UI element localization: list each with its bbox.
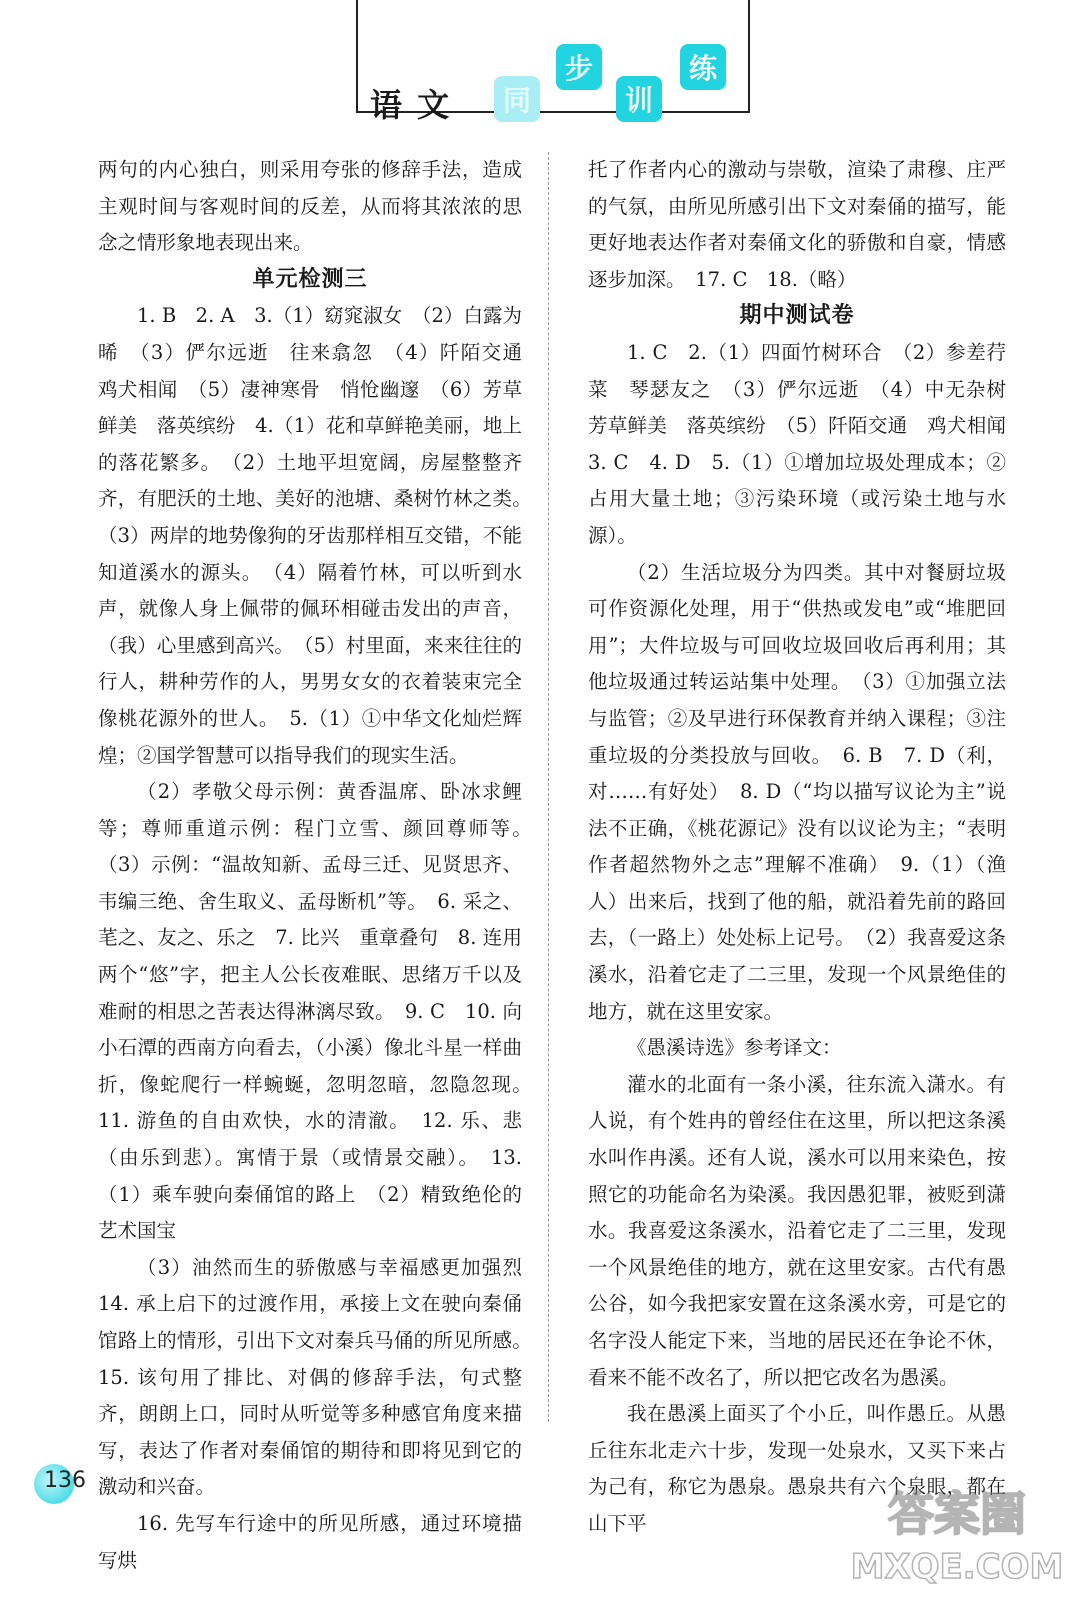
right-para-3: （2）生活垃圾分为四类。其中对餐厨垃圾可作资源化处理，用于“供热或发电”或“堆肥回用”；大件垃圾与可回收垃圾回收后再利用；其他垃圾通过转运站集中处理。 （3）①加强立法与监管；②及早进行环保教育并纳入课程；③注重垃圾的分类投放与回收。 6. B 7. D（利，对……有好处） 8. D（“均以描写议论为主”说法不正确，《桃花源记》没有以议论为主；“表明作者超然物外之志”理解不准确） 9.（1）（渔人）出来后，找到了他的船，就沿着先前的路回去，（一路上）处处标上记号。 （2）我喜爱这条溪水，沿着它走了二三里，发现一个风景绝佳的地方，就在这里安家。 [588, 560, 1006, 1023]
left-para-5: 16. 先写车行途中的所见所感，通过环境描写烘 [98, 1511, 522, 1572]
header-rule-left [356, 0, 358, 112]
left-para-4: （3）油然而生的骄傲感与幸福感更加强烈 14. 承上启下的过渡作用，承接上文在驶向秦俑馆路上的情形，引出下文对秦兵马俑的所见所感。 15. 该句用了排比、对偶的修辞手法，句式整齐，朗朗上口，同时从听觉等多种感官角度来描写，表达了作者对秦俑馆的期待和即将见到它的激动和兴奋。 [98, 1255, 542, 1499]
right-column [588, 152, 1026, 1543]
page-number-badge [28, 1462, 98, 1506]
left-column [98, 152, 542, 1579]
banner-tile-bu: 步 [556, 44, 602, 90]
section-heading-midterm: 期中测试卷 [739, 303, 855, 329]
banner-tile-lian: 练 [680, 44, 726, 90]
column-divider [548, 152, 550, 1422]
banner-tile-xun: 训 [616, 76, 662, 122]
right-para-1: 托了作者内心的激动与崇敬，渲染了肃穆、庄严的气氛，由所见所感引出下文对秦俑的描写，能更好地表达作者对秦俑文化的骄傲和自豪，情感逐步加深。 17. C 18.（略） [588, 158, 1006, 291]
left-para-2: 1. B 2. A 3.（1）窈窕淑女 （2）白露为晞 （3）俨尔远逝 往来翕忽 （4）阡陌交通 鸡犬相闻 （5）凄神寒骨 悄怆幽邃 （6）芳草鲜美 落英缤纷 4.（1）花和草鲜艳美丽，地上的落花繁多。 （2）土地平坦宽阔，房屋整整齐齐，有肥沃的土地、美好的池塘、桑树竹林之类。 （3）两岸的地势像狗的牙齿那样相互交错，不能知道溪水的源头。 （4）隔着竹林，可以听到水声，就像人身上佩带的佩环相碰击发出的声音，（我）心里感到高兴。 （5）村里面，来来往往的行人，耕种劳作的人，男男女女的衣着装束完全像桃花源外的世人。 5.（1）①中华文化灿烂辉煌；②国学智慧可以指导我们的现实生活。 [98, 304, 542, 767]
subject-title: 语 文 [370, 86, 452, 124]
watermark-top-text: 答案圈 [888, 1487, 1026, 1541]
watermark-bottom-text: MXQE.COM [850, 1547, 1064, 1587]
header-rule-right [748, 0, 750, 112]
section-heading-unit-test-3: 单元检测三 [252, 266, 368, 292]
right-para-4: 《愚溪诗选》参考译文： [627, 1036, 842, 1060]
left-para-1: 两句的内心独白，则采用夸张的修辞手法，造成主观时间与客观时间的反差，从而将其浓浓的思念之情形象地表现出来。 [98, 158, 522, 255]
page-header [0, 0, 1084, 140]
watermark-logo [842, 1478, 1072, 1588]
left-para-3: （2）孝敬父母示例：黄香温席、卧冰求鲤等；尊师重道示例：程门立雪、颜回尊师等。 （3）示例：“温故知新、孟母三迁、见贤思齐、韦编三绝、舍生取义、孟母断机”等。 6. 采之、芼之、友之、乐之 7. 比兴 重章叠句 8. 连用两个“悠”字，把主人公长夜难眠、思绪万千以及难耐的相思之苦表达得淋漓尽致。 9. C 10. 向小石潭的西南方向看去，（小溪）像北斗星一样曲折，像蛇爬行一样蜿蜒，忽明忽暗，忽隐忽现。 11. 游鱼的自由欢快，水的清澈。 12. 乐、悲（由乐到悲）。寓情于景（或情景交融）。 13.（1）乘车驶向秦俑馆的路上 （2）精致绝伦的艺术国宝 [98, 780, 542, 1243]
right-para-2: 1. C 2.（1）四面竹树环合 （2）参差荇菜 琴瑟友之 （3）俨尔远逝 （4）中无杂树 芳草鲜美 落英缤纷 （5）阡陌交通 鸡犬相闻 3. C 4. D 5.（1）①增加垃圾处理成本；②占用大量土地；③污染环境（或污染土地与水源）。 [588, 340, 1026, 547]
banner-tile-tong: 同 [494, 76, 540, 122]
right-para-6: 我在愚溪上面买了个小丘，叫作愚丘。从愚丘往东北走六十步，发现一处泉水，又买下来占为己有，称它为愚泉。愚泉共有六个泉眼，都在山下平 [588, 1402, 1006, 1535]
right-para-5: 灌水的北面有一条小溪，往东流入潇水。有人说，有个姓冉的曾经住在这里，所以把这条溪水叫作冉溪。还有人说，溪水可以用来染色，按照它的功能命名为染溪。我因愚犯罪，被贬到潇水。我喜爱这条溪水，沿着它走了二三里，发现一个风景绝佳的地方，就在这里安家。古代有愚公谷，如今我把家安置在这条溪水旁，可是它的名字没人能定下来，当地的居民还在争论不休，看来不能不改名了，所以把它改名为愚溪。 [588, 1072, 1006, 1389]
page-number: 136 [44, 1468, 86, 1493]
